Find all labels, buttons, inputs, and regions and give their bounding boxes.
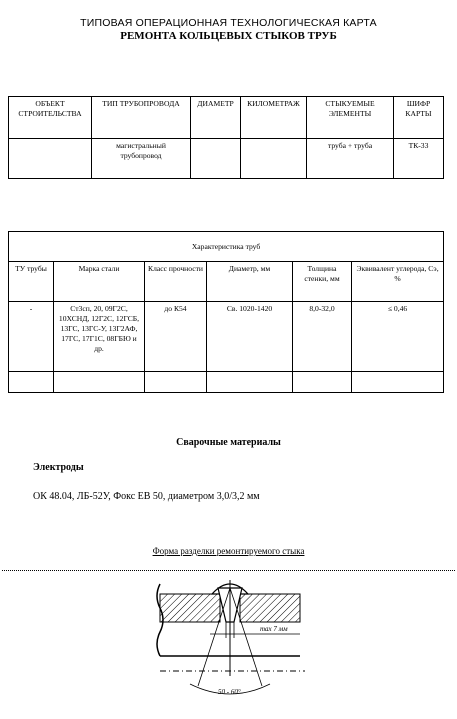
header-pipeline-type: ТИП ТРУБОПРОВОДА xyxy=(92,97,191,139)
header-steel-grade: Марка стали xyxy=(54,262,145,302)
header-diameter-mm: Диаметр, мм xyxy=(207,262,293,302)
cell-wall-thickness: 8,0-32,0 xyxy=(293,302,352,372)
card-title-line2: РЕМОНТА КОЛЬЦЕВЫХ СТЫКОВ ТРУБ xyxy=(120,30,337,42)
cell-kilometrage xyxy=(241,139,307,179)
header-strength-class: Класс прочности xyxy=(145,262,207,302)
header-kilometrage: КИЛОМЕТРАЖ xyxy=(241,97,307,139)
card-title-line1: ТИПОВАЯ ОПЕРАЦИОННАЯ ТЕХНОЛОГИЧЕСКАЯ КАРТА xyxy=(80,17,377,29)
table-caption: Характеристика труб xyxy=(9,232,444,262)
cell-carbon-equivalent: ≤ 0,46 xyxy=(352,302,444,372)
pipe-characteristics-table xyxy=(8,231,444,393)
empty-cell xyxy=(207,372,293,393)
cell-object xyxy=(9,139,92,179)
header-object: ОБЪЕКТ СТРОИТЕЛЬСТВА xyxy=(9,97,92,139)
header-card-code: ШИФР КАРТЫ xyxy=(394,97,444,139)
cell-steel-grade: Ст3сп, 20, 09Г2С, 10ХСНД, 12Г2С, 12ГСБ, 13ГС, 13ГС-У, 13Г2АФ, 17ГС, 17Г1С, 08ГБЮ и др. xyxy=(54,302,145,372)
cell-diameter xyxy=(191,139,241,179)
header-carbon-equivalent: Эквивалент углерода, Сэ, % xyxy=(352,262,444,302)
electrodes-heading: Электроды xyxy=(33,462,84,473)
dotted-separator xyxy=(2,570,455,571)
empty-cell xyxy=(293,372,352,393)
width-label: max 7 мм xyxy=(260,625,288,633)
cell-joined-elements: труба + труба xyxy=(307,139,394,179)
header-diameter: ДИАМЕТР xyxy=(191,97,241,139)
figure-caption: Форма разделки ремонтируемого стыка xyxy=(152,546,305,556)
angle-label: 50 - 60° xyxy=(218,688,241,696)
empty-cell xyxy=(145,372,207,393)
cell-pipeline-type: магистральный трубопровод xyxy=(92,139,191,179)
header-wall-thickness: Толщина стенки, мм xyxy=(293,262,352,302)
weld-groove-diagram xyxy=(150,576,310,716)
header-spec: ТУ трубы xyxy=(9,262,54,302)
cell-card-code: ТК-33 xyxy=(394,139,444,179)
cell-diameter-mm: Св. 1020-1420 xyxy=(207,302,293,372)
cell-strength-class: до К54 xyxy=(145,302,207,372)
object-info-table xyxy=(8,96,444,179)
pipe-wall-right xyxy=(240,594,300,622)
pipe-wall-left xyxy=(160,594,220,622)
electrodes-text: ОК 48.04, ЛБ-52У, Фокс ЕВ 50, диаметром 3,0/3,2 мм xyxy=(33,491,260,502)
welding-materials-heading: Сварочные материалы xyxy=(176,437,281,448)
header-joined-elements: СТЫКУЕМЫЕ ЭЛЕМЕНТЫ xyxy=(307,97,394,139)
cell-spec: - xyxy=(9,302,54,372)
empty-cell xyxy=(54,372,145,393)
empty-cell xyxy=(352,372,444,393)
empty-cell xyxy=(9,372,54,393)
